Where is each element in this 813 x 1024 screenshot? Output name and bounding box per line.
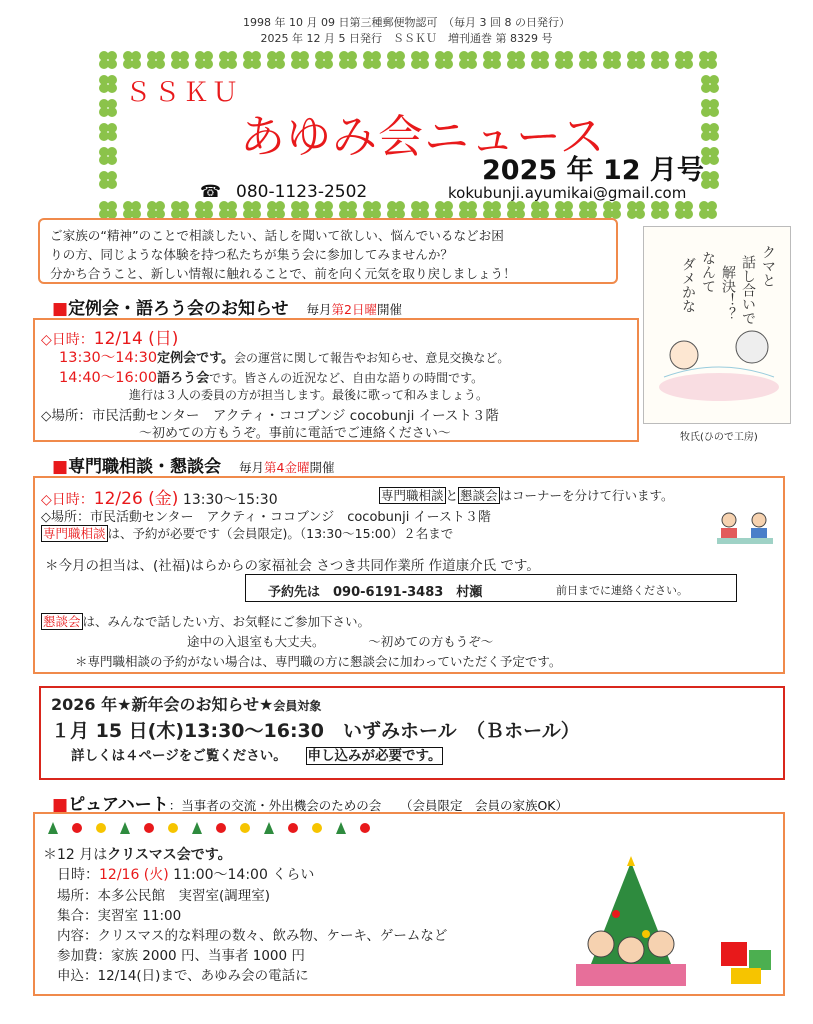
clover-icon — [123, 201, 141, 219]
ornament-icon — [216, 823, 226, 833]
sub-text: 開催 — [309, 460, 335, 475]
place-row: 場所：本多公民館 実習室(調理室) — [57, 888, 271, 904]
ornament-icon — [360, 823, 370, 833]
time: 11:00～14:00 くらい — [168, 867, 315, 883]
issue-line: 2025 年 12 月 5 日発行 ＳＳＫＵ 増刊通巻 第 8329 号 — [260, 32, 553, 45]
clover-icon — [701, 75, 719, 93]
intro-line: 分かち合うこと、新しい情報に触れることで、前を向く元気を取り戻しましょう！ — [50, 266, 516, 281]
svg-text:解決！？: 解決！？ — [720, 265, 736, 321]
desc: 会の運営に関して報告やお知らせ、意見交換など。 — [234, 351, 510, 365]
heading-text: 専門職相談・懇談会 — [68, 457, 222, 477]
clover-icon — [411, 201, 429, 219]
clover-icon — [171, 201, 189, 219]
clover-icon — [411, 51, 429, 69]
time: 13:30～15:30 — [182, 492, 278, 508]
regular-meeting-box — [33, 318, 639, 442]
text: と — [445, 488, 459, 503]
clover-icon — [701, 123, 719, 141]
bear-illustration — [643, 226, 791, 424]
text: 会員対象 — [273, 699, 322, 713]
tree-icon — [48, 822, 58, 834]
telephone-icon: ☎ — [200, 182, 222, 202]
regular-meeting-heading — [52, 294, 402, 319]
corner-note — [379, 486, 674, 504]
text: ＊12 月は — [43, 847, 108, 863]
staff-row: ＊今月の担当は、(社福)はらからの家福祉会 さつき共同作業所 作道康介氏 です。 — [45, 558, 540, 574]
text: は、予約が必要です（会員限定)。（13:30～15:00）２名まで — [107, 526, 454, 541]
clover-icon — [99, 99, 117, 117]
email-address: kokubunji.ayumikai@gmail.com — [448, 184, 687, 202]
time: 14:40～16:00 — [59, 370, 158, 386]
tree-icon — [264, 822, 274, 834]
clover-icon — [147, 201, 165, 219]
date-row — [57, 864, 314, 884]
intro-line: ご家族の“精神”のことで相談したい、話しを聞いて欲しい、悩んでいるなどお困 — [50, 228, 504, 243]
clover-icon — [315, 51, 333, 69]
phone-number: 080-1123-2502 — [236, 182, 368, 202]
christmas-decoration-row — [47, 820, 387, 836]
svg-text:なんて: なんて — [700, 251, 716, 293]
clover-icon — [219, 51, 237, 69]
consultation-box — [33, 476, 785, 674]
heading-text: ピュアハート — [68, 795, 169, 815]
boxed-term: 申し込みが必要です。 — [307, 748, 442, 764]
fee-row: 参加費：家族 2000 円、当事者 1000 円 — [57, 948, 305, 964]
sub-highlight: 第2日曜 — [331, 302, 377, 317]
clover-icon — [555, 201, 573, 219]
clover-icon — [339, 51, 357, 69]
clover-icon — [435, 201, 453, 219]
clover-icon — [531, 201, 549, 219]
clover-icon — [435, 51, 453, 69]
date-value: 12/26 (金) — [93, 489, 179, 509]
clover-icon — [171, 51, 189, 69]
tree-icon — [192, 822, 202, 834]
text: は、みんなで話したい方、お気軽にご参加下さい。 — [82, 614, 371, 629]
talk-row — [41, 612, 370, 630]
clover-icon — [651, 201, 669, 219]
clover-icon — [387, 201, 405, 219]
clover-icon — [531, 51, 549, 69]
clover-icon — [267, 201, 285, 219]
svg-text:ダメかな: ダメかな — [680, 257, 696, 313]
clover-icon — [99, 123, 117, 141]
clover-icon — [579, 201, 597, 219]
ornament-icon — [168, 823, 178, 833]
pure-heart-box — [33, 812, 785, 996]
schedule-row-2 — [59, 366, 483, 387]
clover-icon — [99, 147, 117, 165]
schedule-note: 進行は３人の委員の方が担当します。最後に歌って和みましょう。 — [129, 388, 489, 402]
bold-text: 定例会です。 — [157, 351, 235, 366]
ornament-icon — [240, 823, 250, 833]
new-year-date: １月 15 日(木)13:30～16:30 いずみホール （Ｂホール） — [51, 720, 580, 742]
clover-icon — [195, 51, 213, 69]
time: 13:30～14:30 — [59, 350, 158, 366]
issue-month: 2025 年 12 月号 — [482, 155, 704, 186]
clover-icon — [195, 201, 213, 219]
place-row: ◇場所：市民活動センター アクティ・ココブンジ cocobunji イースト３階 — [41, 510, 491, 525]
talk-footnote: ＊専門職相談の予約がない場合は、専門職の方に懇談会に加わっていただく予定です。 — [75, 654, 562, 669]
apply-row: 申込：12/14(日)まで、あゆみ会の電話に — [57, 968, 309, 984]
clover-icon — [387, 51, 405, 69]
meeting-row: 集合：実習室 11:00 — [57, 908, 182, 924]
boxed-term: 懇談会 — [460, 488, 498, 503]
tree-icon — [336, 822, 346, 834]
clover-icon — [291, 201, 309, 219]
desc: です。皆さんの近況など、自由な語りの時間です。 — [209, 371, 484, 385]
ornament-icon — [312, 823, 322, 833]
clover-icon — [363, 51, 381, 69]
clover-icon — [507, 201, 525, 219]
new-year-title — [51, 692, 321, 715]
date-value: 12/14 (日) — [93, 329, 179, 349]
clover-icon — [603, 201, 621, 219]
consultation-people-illustration — [715, 508, 775, 552]
clover-icon — [99, 201, 117, 219]
welcome-note: ～初めての方もうぞ。事前に電話でご連絡ください～ — [139, 426, 451, 441]
bold-text: 語ろう会 — [157, 371, 210, 386]
booking-contact: 予約先は 090-6191-3483 村瀬 — [268, 585, 483, 600]
ornament-icon — [144, 823, 154, 833]
clover-icon — [99, 75, 117, 93]
text: 2026 年★新年会のお知らせ★ — [51, 695, 274, 714]
heading-subtitle: ：当事者の交流・外出機会のための会 （会員限定 会員の家族OK） — [168, 798, 568, 813]
clover-icon — [627, 201, 645, 219]
christmas-party-illustration — [571, 854, 781, 994]
christmas-intro — [43, 844, 232, 864]
clover-icon — [459, 51, 477, 69]
clover-icon — [627, 51, 645, 69]
clover-icon — [701, 99, 719, 117]
intro-box — [38, 218, 618, 284]
sub-text: 毎月 — [306, 302, 332, 317]
sub-text: 開催 — [376, 302, 402, 317]
square-bullet-icon: ■ — [52, 795, 69, 815]
clover-icon — [267, 51, 285, 69]
clover-icon — [603, 51, 621, 69]
schedule-row-1 — [59, 346, 509, 367]
clover-icon — [507, 51, 525, 69]
clover-icon — [147, 51, 165, 69]
clover-icon — [555, 51, 573, 69]
sub-highlight: 第4金曜 — [264, 460, 310, 475]
newsletter-title: あゆみ会ニュース — [240, 110, 606, 163]
clover-icon — [483, 201, 501, 219]
content-row: 内容：クリスマス的な料理の数々、飲み物、ケーキ、ゲームなど — [57, 928, 448, 944]
illustration-caption: 牧氏(ひので工房) — [680, 432, 758, 443]
clover-icon — [675, 201, 693, 219]
clover-icon — [699, 51, 717, 69]
square-bullet-icon: ■ — [52, 457, 69, 477]
tree-icon — [120, 822, 130, 834]
brand-name: ＳＳＫＵ — [125, 78, 242, 108]
clover-icon — [219, 201, 237, 219]
clover-icon — [315, 201, 333, 219]
ornament-icon — [288, 823, 298, 833]
clover-icon — [243, 201, 261, 219]
date-label: 日時： — [57, 867, 99, 883]
clover-icon — [459, 201, 477, 219]
ornament-icon — [96, 823, 106, 833]
clover-icon — [99, 51, 117, 69]
clover-icon — [579, 51, 597, 69]
booking-box — [245, 574, 737, 602]
new-year-details — [71, 744, 443, 764]
schedule-note — [239, 460, 334, 475]
clover-icon — [291, 51, 309, 69]
date-label: ◇日時： — [41, 332, 94, 348]
boxed-term: 専門職相談 — [43, 526, 106, 541]
svg-text:クマと: クマと — [760, 245, 776, 287]
postal-permit-line: 1998 年 10 月 09 日第三種郵便物認可 （毎月 3 回 8 の日発行） — [243, 16, 570, 29]
schedule-note — [306, 302, 401, 317]
text: はコーナーを分けて行います。 — [499, 488, 674, 503]
heading-text: 定例会・語ろう会のお知らせ — [68, 299, 289, 319]
date-value: 12/16 (火) — [99, 867, 169, 883]
svg-text:話し合いで: 話し合いで — [740, 255, 756, 325]
clover-icon — [339, 201, 357, 219]
boxed-term: 懇談会 — [43, 614, 81, 629]
intro-line: りの方、同じような体験を持つ私たちが集う会に参加してみませんか？ — [50, 247, 453, 262]
clover-icon — [123, 51, 141, 69]
place-row: ◇場所：市民活動センター アクティ・ココブンジ cocobunji イースト３階 — [41, 408, 499, 424]
clover-icon — [363, 201, 381, 219]
ornament-icon — [72, 823, 82, 833]
boxed-term: 専門職相談 — [381, 488, 444, 503]
date-label: ◇日時： — [41, 492, 94, 508]
consultation-heading — [52, 452, 334, 477]
clover-icon — [483, 51, 501, 69]
booking-note: 前日までに連絡ください。 — [556, 584, 688, 597]
clover-icon — [651, 51, 669, 69]
bear-drawing — [644, 227, 790, 423]
clover-icon — [675, 51, 693, 69]
clover-icon — [99, 171, 117, 189]
text: 詳しくは４ページをご覧ください。 — [71, 748, 287, 764]
talk-note: 途中の入退室も大丈夫。 ～初めての方もうぞ～ — [187, 634, 494, 649]
reservation-row — [41, 524, 453, 542]
new-year-box — [39, 686, 785, 780]
clover-icon — [699, 201, 717, 219]
bold-text: クリスマス会です。 — [107, 847, 232, 863]
sub-text: 毎月 — [238, 460, 264, 475]
square-bullet-icon: ■ — [52, 299, 69, 319]
clover-icon — [243, 51, 261, 69]
